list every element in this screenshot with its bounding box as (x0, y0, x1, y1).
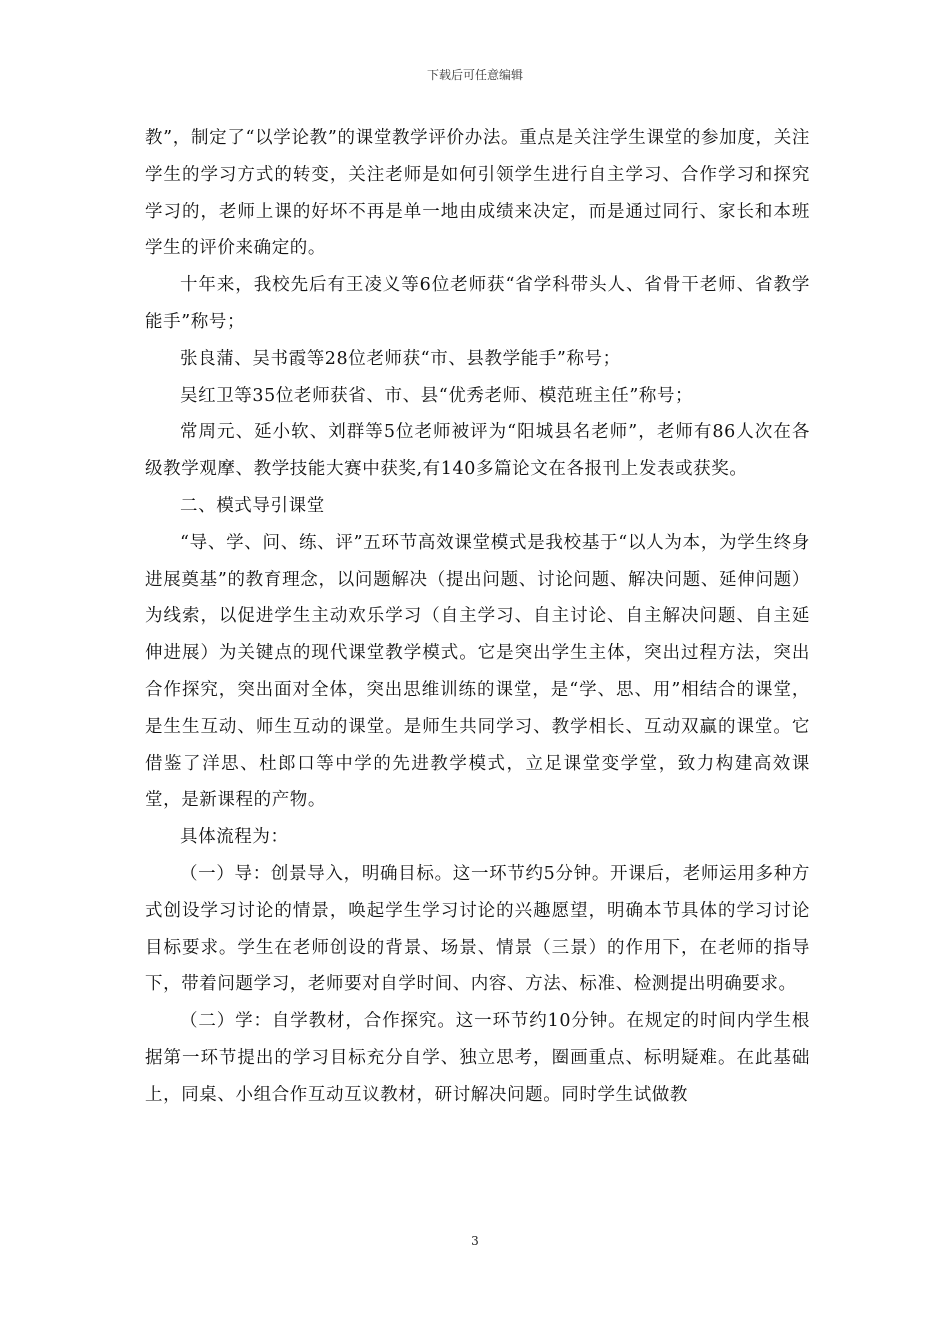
paragraph-3: 张良蒲、吴书霞等28位老师获“市、县教学能手”称号； (180, 348, 621, 369)
paragraph-8: 具体流程为： (180, 827, 289, 848)
paragraph-1: 教”，制定了“以学论教”的课堂教学评价办法。重点是关注学生课堂的参加度，关注学生的学习方式的转变，关注老师是如何引领学生进行自主学习、合作学习和探究学习的，老师上课的好坏不再是单一地由成绩来决定，而是通过同行、家长和本班学生的评价来确定的。 (145, 128, 810, 259)
paragraph-5: 常周元、延小软、刘群等5位老师被评为“阳城县名老师”，老师有86人次在各级教学观摩、教学技能大赛中获奖,有140多篇论文在各报刊上发表或获奖。 (145, 422, 810, 480)
paragraph-9: （一）导：创景导入，明确目标。这一环节约5分钟。开课后，老师运用多种方式创设学习讨论的情景，唤起学生学习讨论的兴趣愿望，明确本节具体的学习讨论目标要求。学生在老师创设的背景、场景、情景（三景）的作用下，在老师的指导下，带着问题学习，老师要对自学时间、内容、方法、标准、检测提出明确要求。 (145, 863, 810, 995)
page-header: 下载后可任意编辑 (426, 68, 523, 82)
paragraph-7: “导、学、问、练、评”五环节高效课堂模式是我校基于“以人为本，为学生终身进展奠基”的教育理念，以问题解决（提出问题、讨论问题、解决问题、延伸问题）为线索，以促进学生主动欢乐学习（自主学习、自主讨论、自主解决问题、自主延伸进展）为关键点的现代课堂教学模式。它是突出学生主体，突出过程方法，突出合作探究，突出面对全体，突出思维训练的课堂，是“学、思、用”相结合的课堂，是生生互动、师生互动的课堂。是师生共同学习、教学相长、互动双赢的课堂。它借鉴了洋思、杜郎口等中学的先进教学模式，立足课堂变学堂，致力构建高效课堂，是新课程的产物。 (145, 532, 810, 811)
section-heading: 二、模式导引课堂 (180, 495, 325, 516)
page-number: 3 (471, 1234, 479, 1248)
paragraph-10: （二）学：自学教材，合作探究。这一环节约10分钟。在规定的时间内学生根据第一环节提出的学习目标充分自学、独立思考，圈画重点、标明疑难。在此基础上，同桌、小组合作互动互议教材，研讨解决问题。同时学生试做教 (145, 1011, 810, 1105)
paragraph-4: 吴红卫等35位老师获省、市、县“优秀老师、模范班主任”称号； (180, 385, 694, 406)
paragraph-2: 十年来，我校先后有王凌义等6位老师获“省学科带头人、省骨干老师、省教学能手”称号； (145, 275, 810, 332)
document-body (145, 120, 810, 1114)
